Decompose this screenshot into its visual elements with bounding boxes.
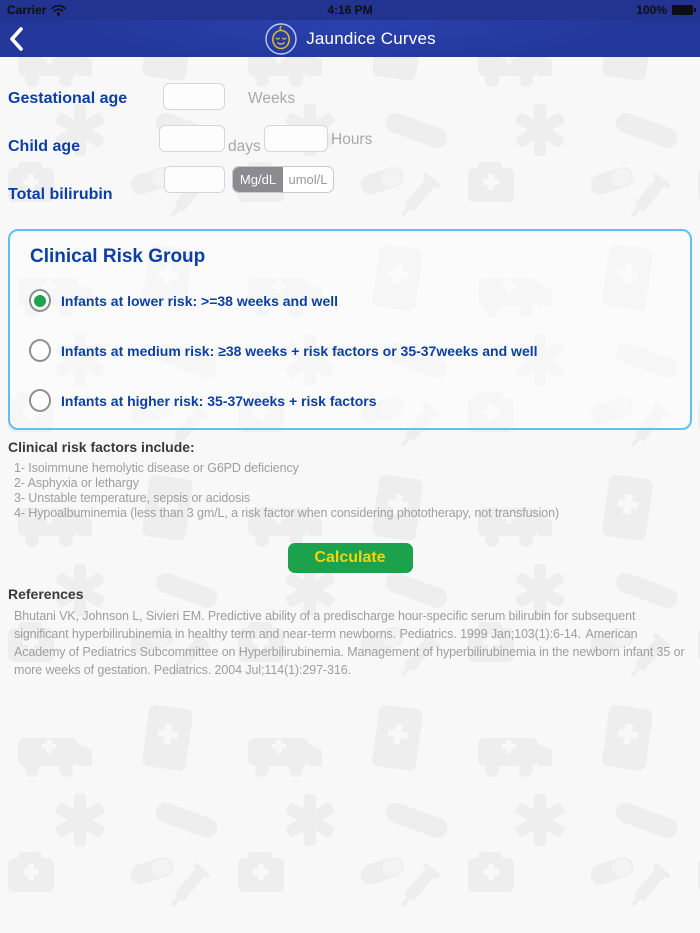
total-bilirubin-label: Total bilirubin [8, 186, 113, 203]
references-title: References [8, 586, 84, 602]
risk-factor-item: 3- Unstable temperature, sepsis or acidosis [14, 491, 251, 505]
risk-option-label: Infants at lower risk: >=38 weeks and well [61, 292, 339, 309]
risk-option-label: Infants at medium risk: ≥38 weeks + risk factors or 35-37weeks and well [61, 342, 538, 359]
segment-mgdl[interactable]: Mg/dL [233, 167, 283, 192]
navigation-bar [0, 20, 700, 57]
battery-percent: 100% [636, 3, 667, 17]
total-bilirubin-input[interactable] [164, 166, 225, 193]
radio-button-selected-icon[interactable] [29, 289, 51, 312]
gestational-age-input[interactable] [163, 83, 225, 110]
risk-group-title: Clinical Risk Group [30, 246, 206, 267]
risk-option-lower[interactable] [29, 289, 338, 312]
child-age-hours-input[interactable] [264, 125, 328, 152]
hours-unit-label: Hours [331, 131, 373, 148]
segment-umoll[interactable]: umol/L [288, 172, 328, 187]
risk-factor-item: 2- Asphyxia or lethargy [14, 476, 139, 490]
child-age-days-input[interactable] [159, 125, 225, 152]
bilirubin-unit-segmented-control[interactable] [232, 166, 334, 193]
risk-factor-item: 4- Hypoalbuminemia (less than 3 gm/L, a risk factor when considering phototherapy, not transfusion) [14, 506, 560, 520]
calculate-button[interactable]: Calculate [288, 543, 413, 573]
gestational-age-label: Gestational age [8, 90, 128, 107]
page-title: Jaundice Curves [306, 28, 436, 48]
radio-button-icon[interactable] [29, 389, 51, 412]
risk-factor-item: 1- Isoimmune hemolytic disease or G6PD deficiency [14, 461, 299, 475]
references-body [14, 607, 690, 679]
radio-button-icon[interactable] [29, 339, 51, 362]
weeks-unit-label: Weeks [248, 90, 296, 107]
baby-logo-icon [264, 22, 298, 56]
reference-entry: Bhutani VK, Johnson L, Sivieri EM. Predictive ability of a predischarge hour-specific serum bilirubin for subsequent significant hyperbilirubinemia in healthy term and near-term newborns. Pediatrics. 1999 Jan;103(1):6-14. [14, 609, 636, 641]
risk-option-medium[interactable] [29, 339, 538, 362]
battery-icon [672, 5, 693, 15]
input-form [0, 57, 700, 222]
status-time: 4:16 PM [327, 3, 373, 17]
risk-factors-title: Clinical risk factors include: [8, 439, 195, 455]
days-unit-label: days [228, 138, 261, 155]
clinical-risk-group-panel [8, 229, 692, 430]
risk-factors-list [14, 461, 700, 521]
reference-entry: American Academy of Pediatrics Subcommittee on Hyperbilirubinemia. Management of hyperbilirubinemia in the newborn infant 35 or more weeks of gestation. Pediatrics. 2004 Jul;114(1):297-316. [14, 627, 685, 677]
risk-option-higher[interactable] [29, 389, 377, 412]
child-age-label: Child age [8, 138, 81, 155]
risk-option-label: Infants at higher risk: 35-37weeks + risk factors [61, 392, 377, 409]
carrier-label: Carrier [7, 3, 47, 17]
status-bar [0, 0, 700, 20]
